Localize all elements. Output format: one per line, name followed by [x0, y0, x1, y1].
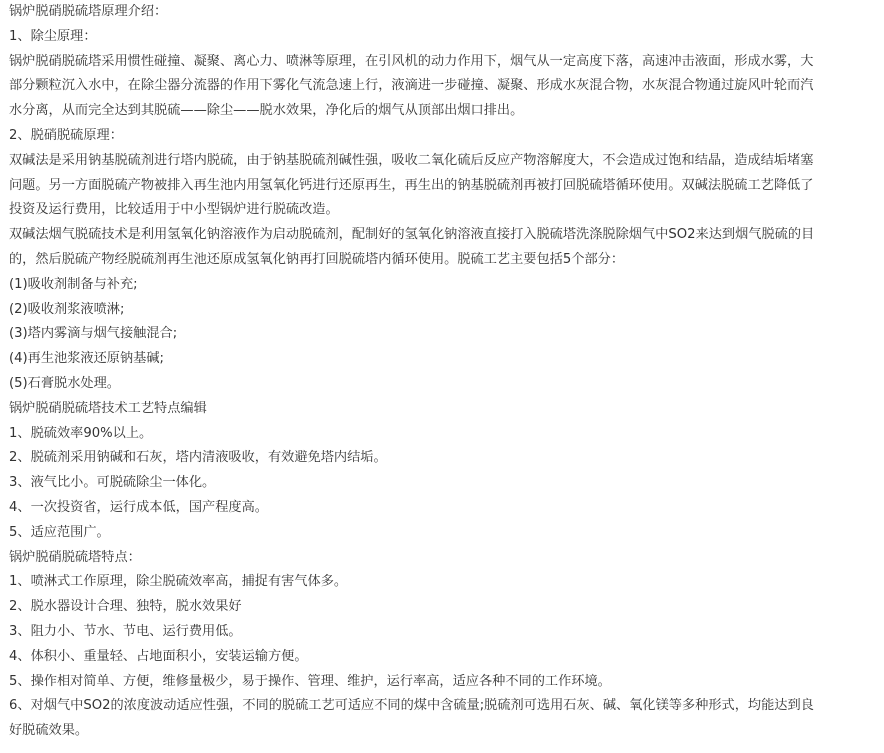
paragraph-line: 部分颗粒沉入水中，在除尘器分流器的作用下雾化气流急速上行，液滴进一步碰撞、凝聚、形成水灰混合物，水灰混合物通过旋风叶轮而汽 [9, 78, 814, 94]
list-item: 6、对烟气中SO2的浓度波动适应性强，不同的脱硫工艺可适应不同的煤中含硫量;脱硫剂可选用石灰、碱、氧化镁等多种形式，均能达到良 [9, 698, 814, 714]
paragraph-line: 水分离，从而完全达到其脱硫——除尘——脱水效果，净化后的烟气从顶部出烟口排出。 [9, 103, 524, 119]
section-heading: 1、除尘原理： [9, 28, 97, 44]
list-item: 1、喷淋式工作原理，除尘脱硫效率高，捕捉有害气体多。 [9, 574, 348, 590]
list-item: (4)再生池浆液还原钠基碱; [9, 351, 164, 367]
list-item: (3)塔内雾滴与烟气接触混合; [9, 326, 178, 342]
list-item: 5、适应范围广。 [9, 524, 110, 540]
section-heading: 锅炉脱硝脱硫塔特点： [9, 549, 141, 565]
list-item: 3、阻力小、节水、节电、运行费用低。 [9, 623, 242, 639]
list-item: 4、一次投资省，运行成本低，国产程度高。 [9, 499, 268, 515]
list-item: 1、脱硫效率90%以上。 [9, 425, 153, 441]
paragraph-line: 锅炉脱硝脱硫塔采用惯性碰撞、凝聚、离心力、喷淋等原理，在引风机的动力作用下，烟气从一定高度下落，高速冲击液面，形成水雾，大 [9, 53, 814, 69]
list-item: (1)吸收剂制备与补充; [9, 276, 138, 292]
document-body [9, 0, 875, 744]
list-item: (5)石膏脱水处理。 [9, 375, 120, 391]
list-item: 好脱硫效果。 [9, 723, 89, 739]
list-item: 3、液气比小。可脱硫除尘一体化。 [9, 475, 216, 491]
paragraph-line: 的，然后脱硫产物经脱硫剂再生池还原成氢氧化钠再打回脱硫塔内循环使用。脱硫工艺主要包括5个部分： [9, 251, 625, 267]
intro-heading: 锅炉脱硝脱硫塔原理介绍： [9, 4, 168, 19]
section-heading: 锅炉脱硝脱硫塔技术工艺特点编辑 [9, 400, 207, 416]
list-item: 2、脱硫剂采用钠碱和石灰，塔内清液吸收，有效避免塔内结垢。 [9, 450, 387, 466]
paragraph-line: 问题。另一方面脱硫产物被排入再生池内用氢氧化钙进行还原再生，再生出的钠基脱硫剂再被打回脱硫塔循环使用。双碱法脱硫工艺降低了 [9, 177, 814, 193]
section-heading: 2、脱硝脱硫原理： [9, 127, 123, 143]
paragraph-line: 双碱法是采用钠基脱硫剂进行塔内脱硫，由于钠基脱硫剂碱性强，吸收二氧化硫后反应产物溶解度大，不会造成过饱和结晶，造成结垢堵塞 [9, 152, 814, 168]
list-item: 2、脱水器设计合理、独特，脱水效果好 [9, 599, 242, 615]
paragraph-line: 双碱法烟气脱硫技术是利用氢氧化钠溶液作为启动脱硫剂，配制好的氢氧化钠溶液直接打入脱硫塔洗涤脱除烟气中SO2来达到烟气脱硫的目 [9, 227, 815, 243]
list-item: 5、操作相对简单、方便，维修量极少，易于操作、管理、维护，运行率高，适应各种不同的工作环境。 [9, 673, 611, 689]
list-item: 4、体积小、重量轻、占地面积小，安装运输方便。 [9, 648, 308, 664]
paragraph-line: 投资及运行费用，比较适用于中小型锅炉进行脱硫改造。 [9, 202, 339, 218]
list-item: (2)吸收剂浆液喷淋; [9, 301, 125, 317]
